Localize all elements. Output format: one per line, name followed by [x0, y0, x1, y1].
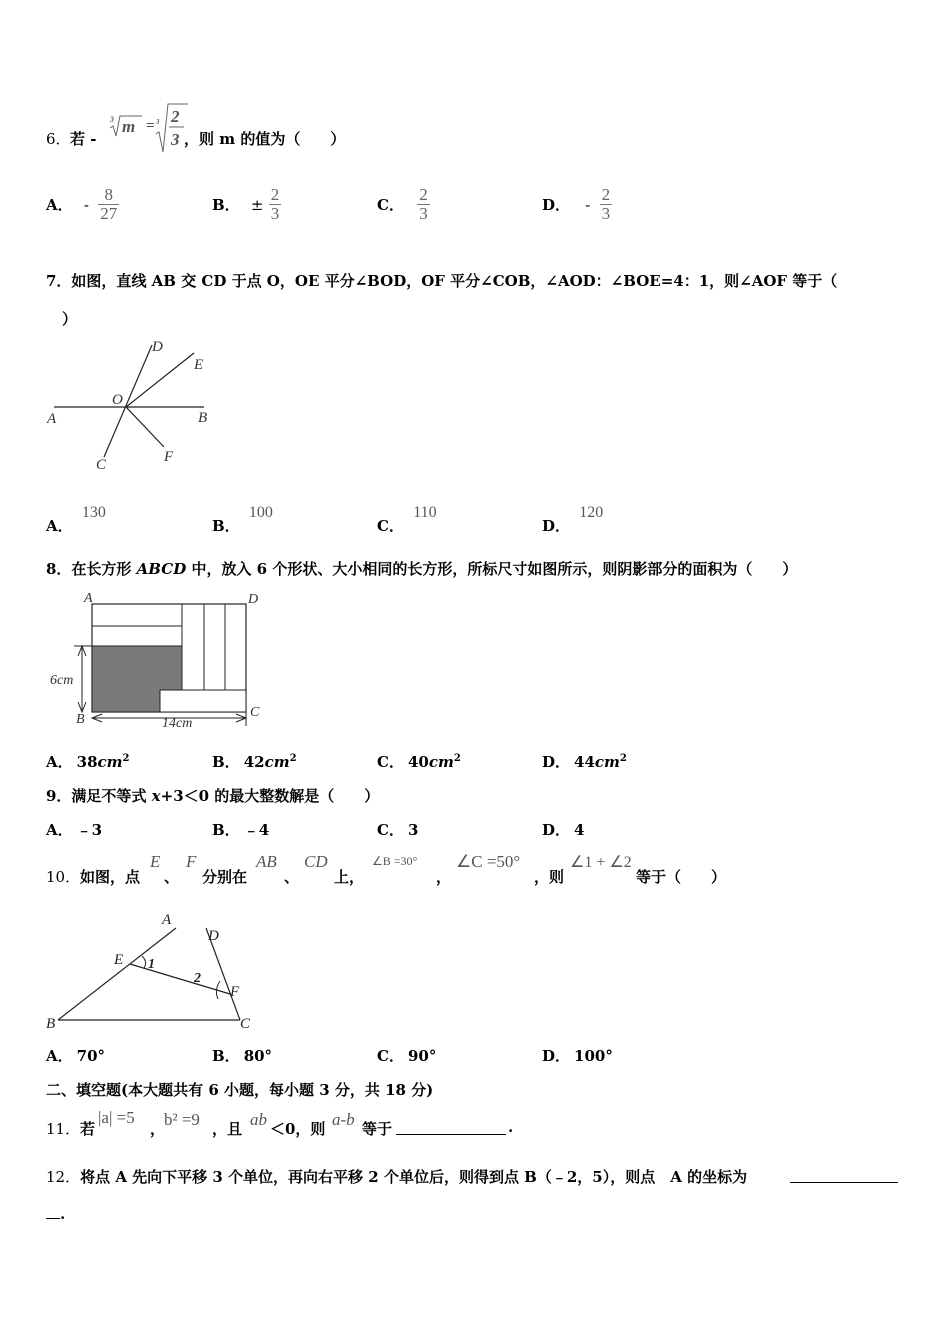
option-label: C．: [377, 196, 404, 214]
option-label: D．: [542, 196, 571, 214]
section-2-title: 二、填空题(本大题共有 6 小题，每小题 3 分，共 18 分): [46, 1081, 434, 1099]
label-a: A: [162, 912, 172, 928]
label-1: 1: [148, 957, 155, 972]
label-b: B: [46, 1016, 56, 1032]
q8-option-d[interactable]: D． $44cm^2$: [542, 753, 627, 771]
q6-number: 6．: [46, 130, 71, 148]
option-fraction: $\frac{2}{3}$: [270, 185, 280, 223]
q9-option-c[interactable]: C． 3: [377, 821, 419, 839]
q8-option-a[interactable]: A． $38cm^2$: [46, 753, 130, 771]
q7-option-b[interactable]: [212, 504, 273, 536]
q6-rhs-denominator: 3: [171, 130, 180, 149]
svg-text:3: 3: [110, 115, 114, 124]
label-e: E: [114, 952, 124, 968]
ray-oe: [126, 353, 194, 407]
option-value: 120: [579, 504, 604, 521]
option-label: B．: [212, 196, 240, 214]
q8-stem: 8．在长方形 ABCD 中，放入 6 个形状、大小相同的长方形，所标尺寸如图所示，则阴影部分的面积为（ ）: [46, 560, 798, 578]
q6-radicand: m: [122, 117, 136, 136]
q10-option-a[interactable]: A． 70°: [46, 1047, 106, 1065]
svg-text:3: 3: [156, 118, 160, 126]
option-value: 100: [248, 504, 273, 521]
q9-option-b[interactable]: B． ﹣4: [212, 821, 270, 839]
option-label: B．: [212, 517, 240, 535]
option-sign: -: [585, 195, 591, 214]
q8-option-b[interactable]: B． $42cm^2$: [212, 753, 297, 771]
q9-option-a[interactable]: A． ﹣3: [46, 821, 103, 839]
q12-answer-blank[interactable]: [790, 1168, 898, 1183]
q6-prefix: 若 -: [70, 130, 97, 148]
option-label: A．: [46, 517, 73, 535]
q12-answer-blank-end[interactable]: [46, 1204, 60, 1219]
q7-stem-line2: ）: [62, 310, 78, 328]
q6-cube-root-fraction: [154, 100, 188, 156]
option-label: A．: [46, 196, 73, 214]
q10-option-b[interactable]: B． 80°: [212, 1047, 273, 1065]
q7-option-c[interactable]: [377, 504, 437, 536]
label-height: 6cm: [50, 673, 74, 688]
q10-option-c[interactable]: C． 90°: [377, 1047, 437, 1065]
q6-equals: =: [146, 118, 155, 134]
label-d: D: [152, 339, 163, 355]
label-o: O: [112, 392, 123, 408]
label-e: E: [194, 357, 204, 373]
q8-figure: [46, 586, 276, 736]
label-width: 14cm: [162, 716, 193, 731]
q7-stem-line1: 7．如图，直线 AB 交 CD 于点 O，OE 平分∠BOD，OF 平分∠COB，∠AOD：∠BOE=4：1，则∠AOF 等于（: [46, 272, 838, 290]
label-a: A: [47, 411, 57, 427]
q6-option-a[interactable]: [46, 186, 119, 223]
line-ef: [130, 964, 230, 994]
q9-stem: 9．满足不等式 x+3＜0 的最大整数解是（ ）: [46, 787, 380, 805]
label-c: C: [96, 457, 107, 473]
q10-option-d[interactable]: D． 100°: [542, 1047, 613, 1065]
label-d: D: [208, 928, 219, 944]
option-fraction: $\frac{2}{3}$: [419, 185, 428, 223]
q6-option-d[interactable]: [542, 186, 612, 223]
option-label: C．: [377, 517, 404, 535]
label-c: C: [240, 1016, 251, 1032]
line-ba: [58, 928, 176, 1020]
q10-figure: [44, 906, 274, 1036]
label-b: B: [76, 712, 85, 727]
q8-option-c[interactable]: C． $40cm^2$: [377, 753, 461, 771]
label-d: D: [248, 592, 259, 607]
option-fraction: $\frac{2}{3}$: [601, 185, 611, 223]
q6-option-b[interactable]: [212, 186, 281, 223]
q11-answer-blank[interactable]: [396, 1120, 506, 1135]
q9-option-d[interactable]: D． 4: [542, 821, 585, 839]
q11-stem: 11． 若 |a| =5 ， b² =9 ，且 ab ＜0，则 a-b 等于 .: [46, 1108, 514, 1138]
option-value: 110: [413, 504, 437, 521]
option-sign: -: [83, 195, 89, 214]
ray-of: [126, 407, 164, 447]
option-value: 130: [81, 504, 106, 521]
q12-stem: 12．将点 A 先向下平移 3 个单位，再向右平移 2 个单位后，则得到点 B（﹣2，5），则点 A 的坐标为: [46, 1166, 906, 1187]
label-2: 2: [194, 971, 201, 986]
q7-figure: [44, 335, 224, 475]
q12-continuation: .: [46, 1204, 65, 1223]
q7-option-a[interactable]: [46, 504, 106, 536]
label-c: C: [250, 705, 260, 720]
q6-rhs-numerator: 2: [171, 107, 180, 126]
q7-option-d[interactable]: [542, 504, 603, 536]
option-sign: ±: [250, 195, 264, 214]
q6-option-c[interactable]: [377, 186, 430, 223]
label-f: F: [230, 984, 240, 1000]
label-a: A: [84, 591, 93, 606]
label-b: B: [198, 410, 208, 426]
option-label: D．: [542, 517, 571, 535]
label-f: F: [164, 449, 174, 465]
q6-suffix: ，则 m 的值为（ ）: [184, 130, 346, 148]
option-fraction: $\frac{8}{27}$: [100, 185, 118, 223]
